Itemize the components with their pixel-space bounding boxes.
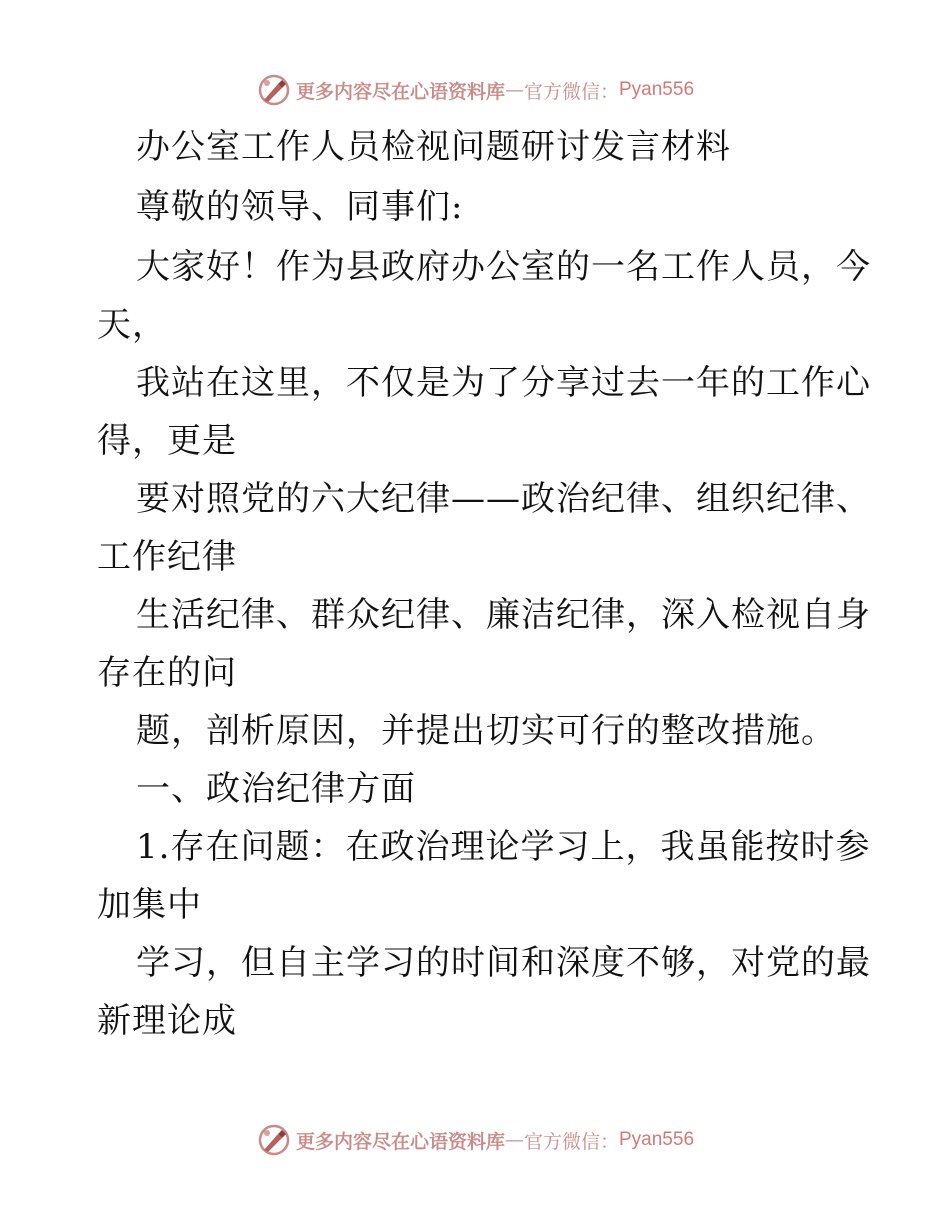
watermark-separator: — <box>504 1129 524 1151</box>
paragraph-line: 新理论成 <box>97 1001 237 1041</box>
footer-watermark <box>0 1120 950 1160</box>
watermark-main-text: 更多内容尽在心语资料库 <box>295 80 505 103</box>
paragraph-line: 要对照党的六大纪律——政治纪律、组织纪律、 <box>136 479 871 519</box>
watermark-wechat-id: Pyan556 <box>619 79 695 100</box>
paragraph-line: 加集中 <box>97 885 202 925</box>
watermark-wechat-id: Pyan556 <box>619 1129 695 1150</box>
paragraph-line: 题，剖析原因，并提出切实可行的整改措施。 <box>136 711 836 751</box>
paragraph-line: 学习，但自主学习的时间和深度不够，对党的最 <box>136 943 871 983</box>
watermark-wechat-label: 官方微信： <box>523 1130 619 1153</box>
document-title: 办公室工作人员检视问题研讨发言材料 <box>136 127 731 167</box>
paragraph-line: 工作纪律 <box>97 537 237 577</box>
watermark-main-text: 更多内容尽在心语资料库 <box>295 1130 505 1153</box>
paragraph-line: 我站在这里，不仅是为了分享过去一年的工作心 <box>136 363 871 403</box>
pen-circle-logo-icon <box>256 72 292 108</box>
pen-circle-logo-icon <box>256 1122 292 1158</box>
watermark-wechat-label: 官方微信： <box>523 80 619 103</box>
watermark-separator: — <box>504 79 524 101</box>
header-watermark <box>0 70 950 110</box>
paragraph-line: 大家好！作为县政府办公室的一名工作人员，今 <box>136 247 871 287</box>
paragraph-line: 1.存在问题：在政治理论学习上，我虽能按时参 <box>136 827 871 867</box>
section-heading: 一、政治纪律方面 <box>136 769 416 809</box>
salutation: 尊敬的领导、同事们: <box>136 187 464 227</box>
paragraph-line: 存在的问 <box>97 653 237 693</box>
paragraph-line: 天， <box>97 305 167 345</box>
paragraph-line: 生活纪律、群众纪律、廉洁纪律，深入检视自身 <box>136 595 871 635</box>
paragraph-line: 得，更是 <box>97 421 237 461</box>
